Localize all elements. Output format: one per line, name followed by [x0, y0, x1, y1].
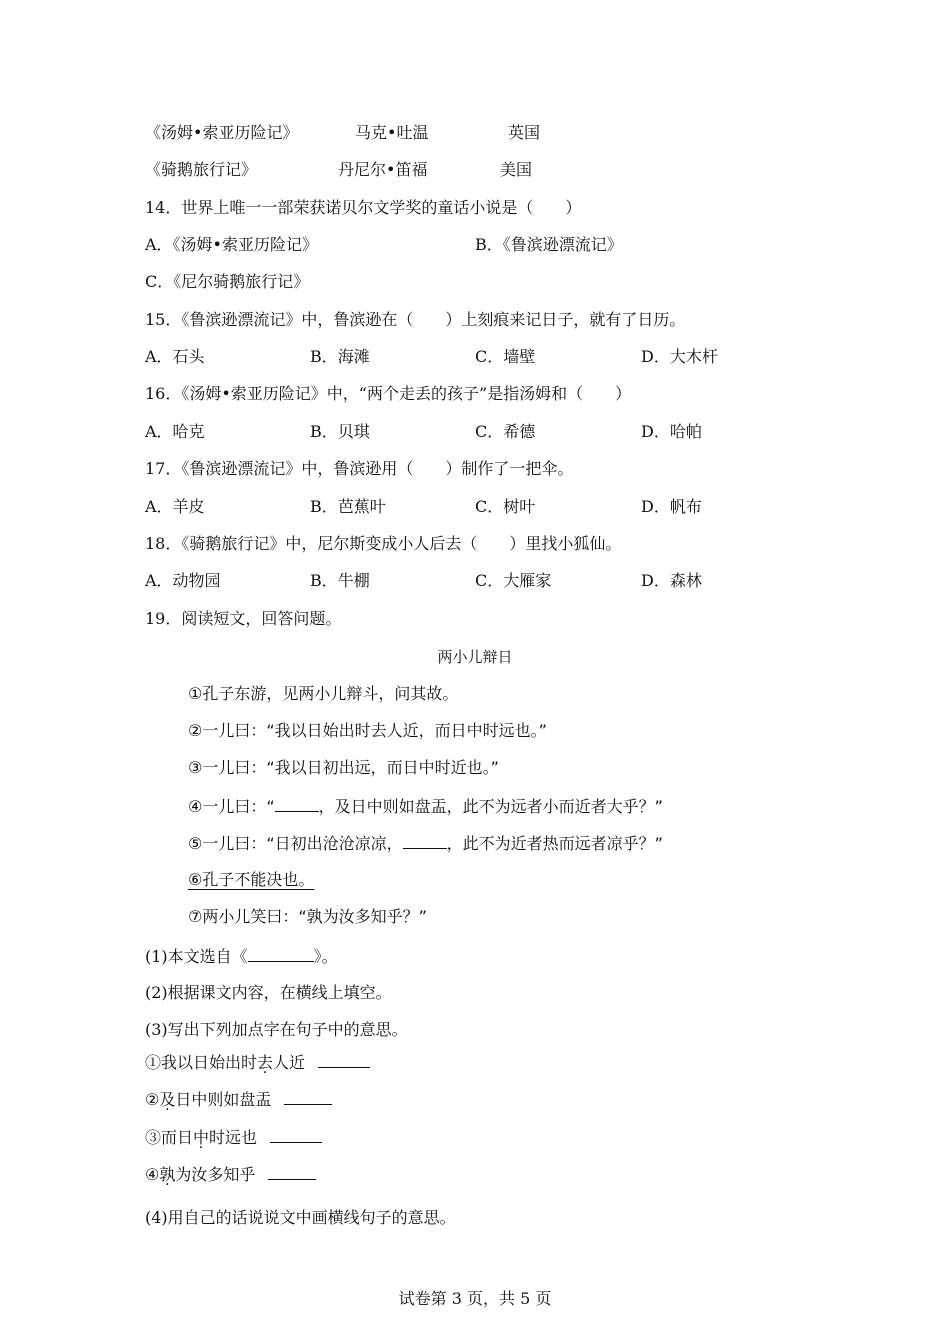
sentence-5-start: ⑤一儿曰：“日初出沧沧凉凉，	[188, 834, 403, 853]
dotted-character: 中	[193, 1128, 210, 1147]
q14-option-b: B．《鲁滨逊漂流记》	[475, 235, 623, 254]
q18-option-d: D．森林	[641, 571, 702, 590]
q15-option-d: D．大木杆	[641, 347, 718, 366]
word-item-4	[145, 1163, 316, 1185]
answer-blank-1[interactable]	[318, 1051, 370, 1068]
word-item-1-text: ①我以日始出时	[145, 1053, 258, 1072]
sub-question-3: (3)写出下列加点字在句子中的意思。	[145, 1020, 408, 1039]
word-item-3	[145, 1126, 322, 1148]
passage-title: 两小儿辩日	[437, 648, 513, 666]
question-19-stem: 19．阅读短文，回答问题。	[145, 609, 342, 628]
passage-sentence-3: ③一儿曰：“我以日初出远，而日中时近也。”	[188, 758, 499, 777]
table-cell-author: 马克•吐温	[355, 123, 429, 142]
q18-option-c: C．大雁家	[475, 571, 552, 590]
word-item-3-text: ③而日	[145, 1128, 194, 1147]
answer-blank-4[interactable]	[268, 1163, 316, 1180]
table-cell-book: 《汤姆•索亚历险记》	[145, 123, 299, 142]
word-item-4-rest: 为汝多知乎	[175, 1165, 256, 1184]
table-cell-country: 英国	[508, 123, 541, 142]
sentence-4-start: ④一儿曰：“	[188, 797, 275, 816]
question-18-stem: 18．《骑鹅旅行记》中，尼尔斯变成小人后去（ ）里找小狐仙。	[145, 534, 622, 553]
fill-blank-2[interactable]	[403, 832, 447, 849]
answer-blank-source[interactable]	[248, 945, 314, 962]
word-item-1	[145, 1051, 370, 1073]
q16-option-c: C．希德	[475, 422, 536, 441]
answer-blank-2[interactable]	[284, 1088, 332, 1105]
sub-question-1-end: 》。	[313, 947, 338, 966]
word-item-4-text: ④	[145, 1165, 160, 1184]
q17-option-d: D．帆布	[641, 497, 702, 516]
q16-option-b: B．贝琪	[310, 422, 370, 441]
question-16-stem: 16．《汤姆•索亚历险记》中，“两个走丢的孩子”是指汤姆和（ ）	[145, 384, 632, 403]
sub-question-1	[145, 945, 338, 967]
q14-option-c: C．《尼尔骑鹅旅行记》	[145, 272, 310, 291]
sub-question-1-text: (1)本文选自《	[145, 947, 248, 966]
q14-option-a: A．《汤姆•索亚历险记》	[145, 235, 318, 254]
q16-option-a: A．哈克	[145, 422, 205, 441]
question-15-stem: 15．《鲁滨逊漂流记》中，鲁滨逊在（ ）上刻痕来记日子，就有了日历。	[145, 310, 686, 329]
passage-sentence-2: ②一儿曰：“我以日始出时去人近，而日中时远也。”	[188, 721, 547, 740]
page-footer: 试卷第 3 页，共 5 页	[398, 1289, 552, 1308]
fill-blank-1[interactable]	[275, 795, 319, 812]
q17-option-c: C．树叶	[475, 497, 536, 516]
q17-option-b: B．芭蕉叶	[310, 497, 386, 516]
passage-sentence-1: ①孔子东游，见两小儿辩斗，问其故。	[188, 684, 459, 703]
q17-option-a: A．羊皮	[145, 497, 205, 516]
dotted-character: 孰	[159, 1165, 176, 1184]
passage-sentence-7: ⑦两小儿笑曰：“孰为汝多知乎？”	[188, 907, 427, 926]
dotted-character: 及	[159, 1090, 176, 1109]
q18-option-b: B．牛棚	[310, 571, 370, 590]
dotted-character: 去	[257, 1053, 274, 1072]
table-cell-book: 《骑鹅旅行记》	[145, 160, 258, 179]
word-item-3-rest: 时远也	[209, 1128, 258, 1147]
passage-sentence-5	[188, 832, 663, 854]
word-item-2-rest: 日中则如盘盂	[175, 1090, 272, 1109]
q15-option-c: C．墙壁	[475, 347, 536, 366]
q15-option-a: A．石头	[145, 347, 205, 366]
answer-blank-3[interactable]	[270, 1126, 322, 1143]
table-cell-author: 丹尼尔•笛福	[338, 160, 428, 179]
table-cell-country: 美国	[500, 160, 533, 179]
question-14-stem: 14．世界上唯一一部荣获诺贝尔文学奖的童话小说是（ ）	[145, 198, 582, 217]
sub-question-2: (2)根据课文内容，在横线上填空。	[145, 983, 392, 1002]
word-item-1-rest: 人近	[273, 1053, 306, 1072]
sentence-5-end: ，此不为近者热而远者凉乎？”	[446, 834, 663, 853]
q15-option-b: B．海滩	[310, 347, 370, 366]
sub-question-4: (4)用自己的话说说文中画横线句子的意思。	[145, 1208, 456, 1227]
sentence-4-end: ，及日中则如盘盂，此不为远者小而近者大乎？”	[318, 797, 663, 816]
question-17-stem: 17．《鲁滨逊漂流记》中，鲁滨逊用（ ）制作了一把伞。	[145, 459, 574, 478]
word-item-2	[145, 1088, 332, 1110]
q18-option-a: A．动物园	[145, 571, 221, 590]
word-item-2-text: ②	[145, 1090, 160, 1109]
passage-sentence-6-underlined: ⑥孔子不能决也。	[188, 870, 315, 889]
passage-sentence-4	[188, 795, 663, 817]
q16-option-d: D．哈帕	[641, 422, 702, 441]
